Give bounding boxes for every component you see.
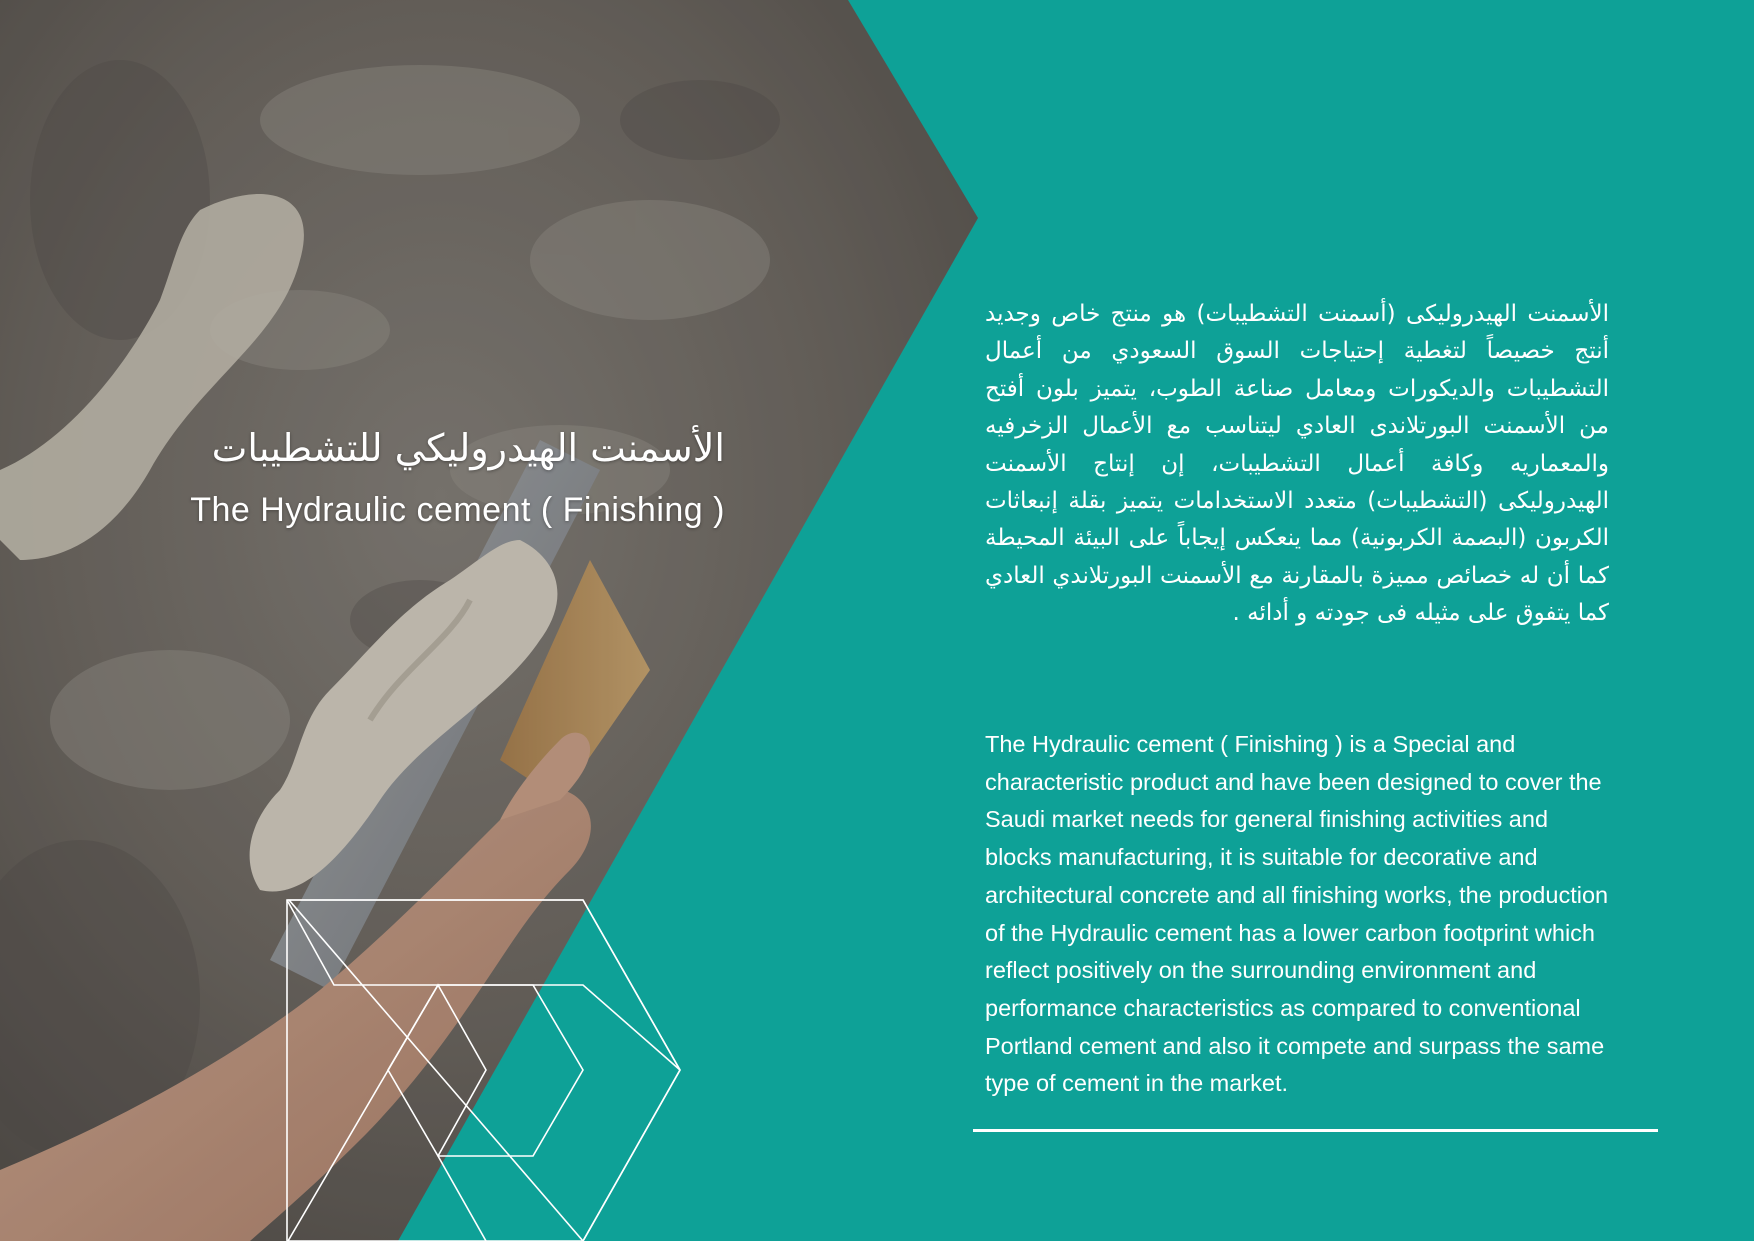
divider-line (973, 1129, 1658, 1132)
heading-arabic: الأسمنت الهيدروليكي للتشطيبات (211, 426, 725, 470)
title-block (100, 420, 725, 532)
description-english: The Hydraulic cement ( Finishing ) is a Special and characteristic product and have been designed to cover the Saudi market needs for general finishing activities and blocks manufacturing, it is suitable for decorative and architectural concrete and all finishing works, the production of the Hydraulic cement has a lower carbon footprint which reflect positively on the surrounding environment and performance characteristics as compared to conventional Portland cement and also it compete and surpass the same type of cement in the market. (985, 731, 1609, 1097)
description-arabic: الأسمنت الهيدروليكى (أسمنت التشطيبات) هو منتج خاص وجديد أنتج خصيصاً لتغطية إحتياجات السوق السعودي من أعمال التشطيبات والديكورات ومعامل صناعة الطوب، يتميز بلون أفتح من الأسمنت البورتلاندى العادي ليتناسب مع الأعمال الزخرفيه والمعماريه وكافة أعمال التشطيبات، إن إنتاج الأسمنت الهيدروليكى (التشطيبات) متعدد الاستخدامات يتميز بقلة إنبعاثات الكربون (البصمة الكربونية) مما ينعكس إيجاباً على البيئة المحيطة كما أن له خصائص مميزة بالمقارنة مع الأسمنت البورتلاندي العادي كما يتفوق على مثيله فى جودته و أدائه . (985, 301, 1609, 627)
heading-english: The Hydraulic cement ( Finishing ) (190, 491, 725, 529)
